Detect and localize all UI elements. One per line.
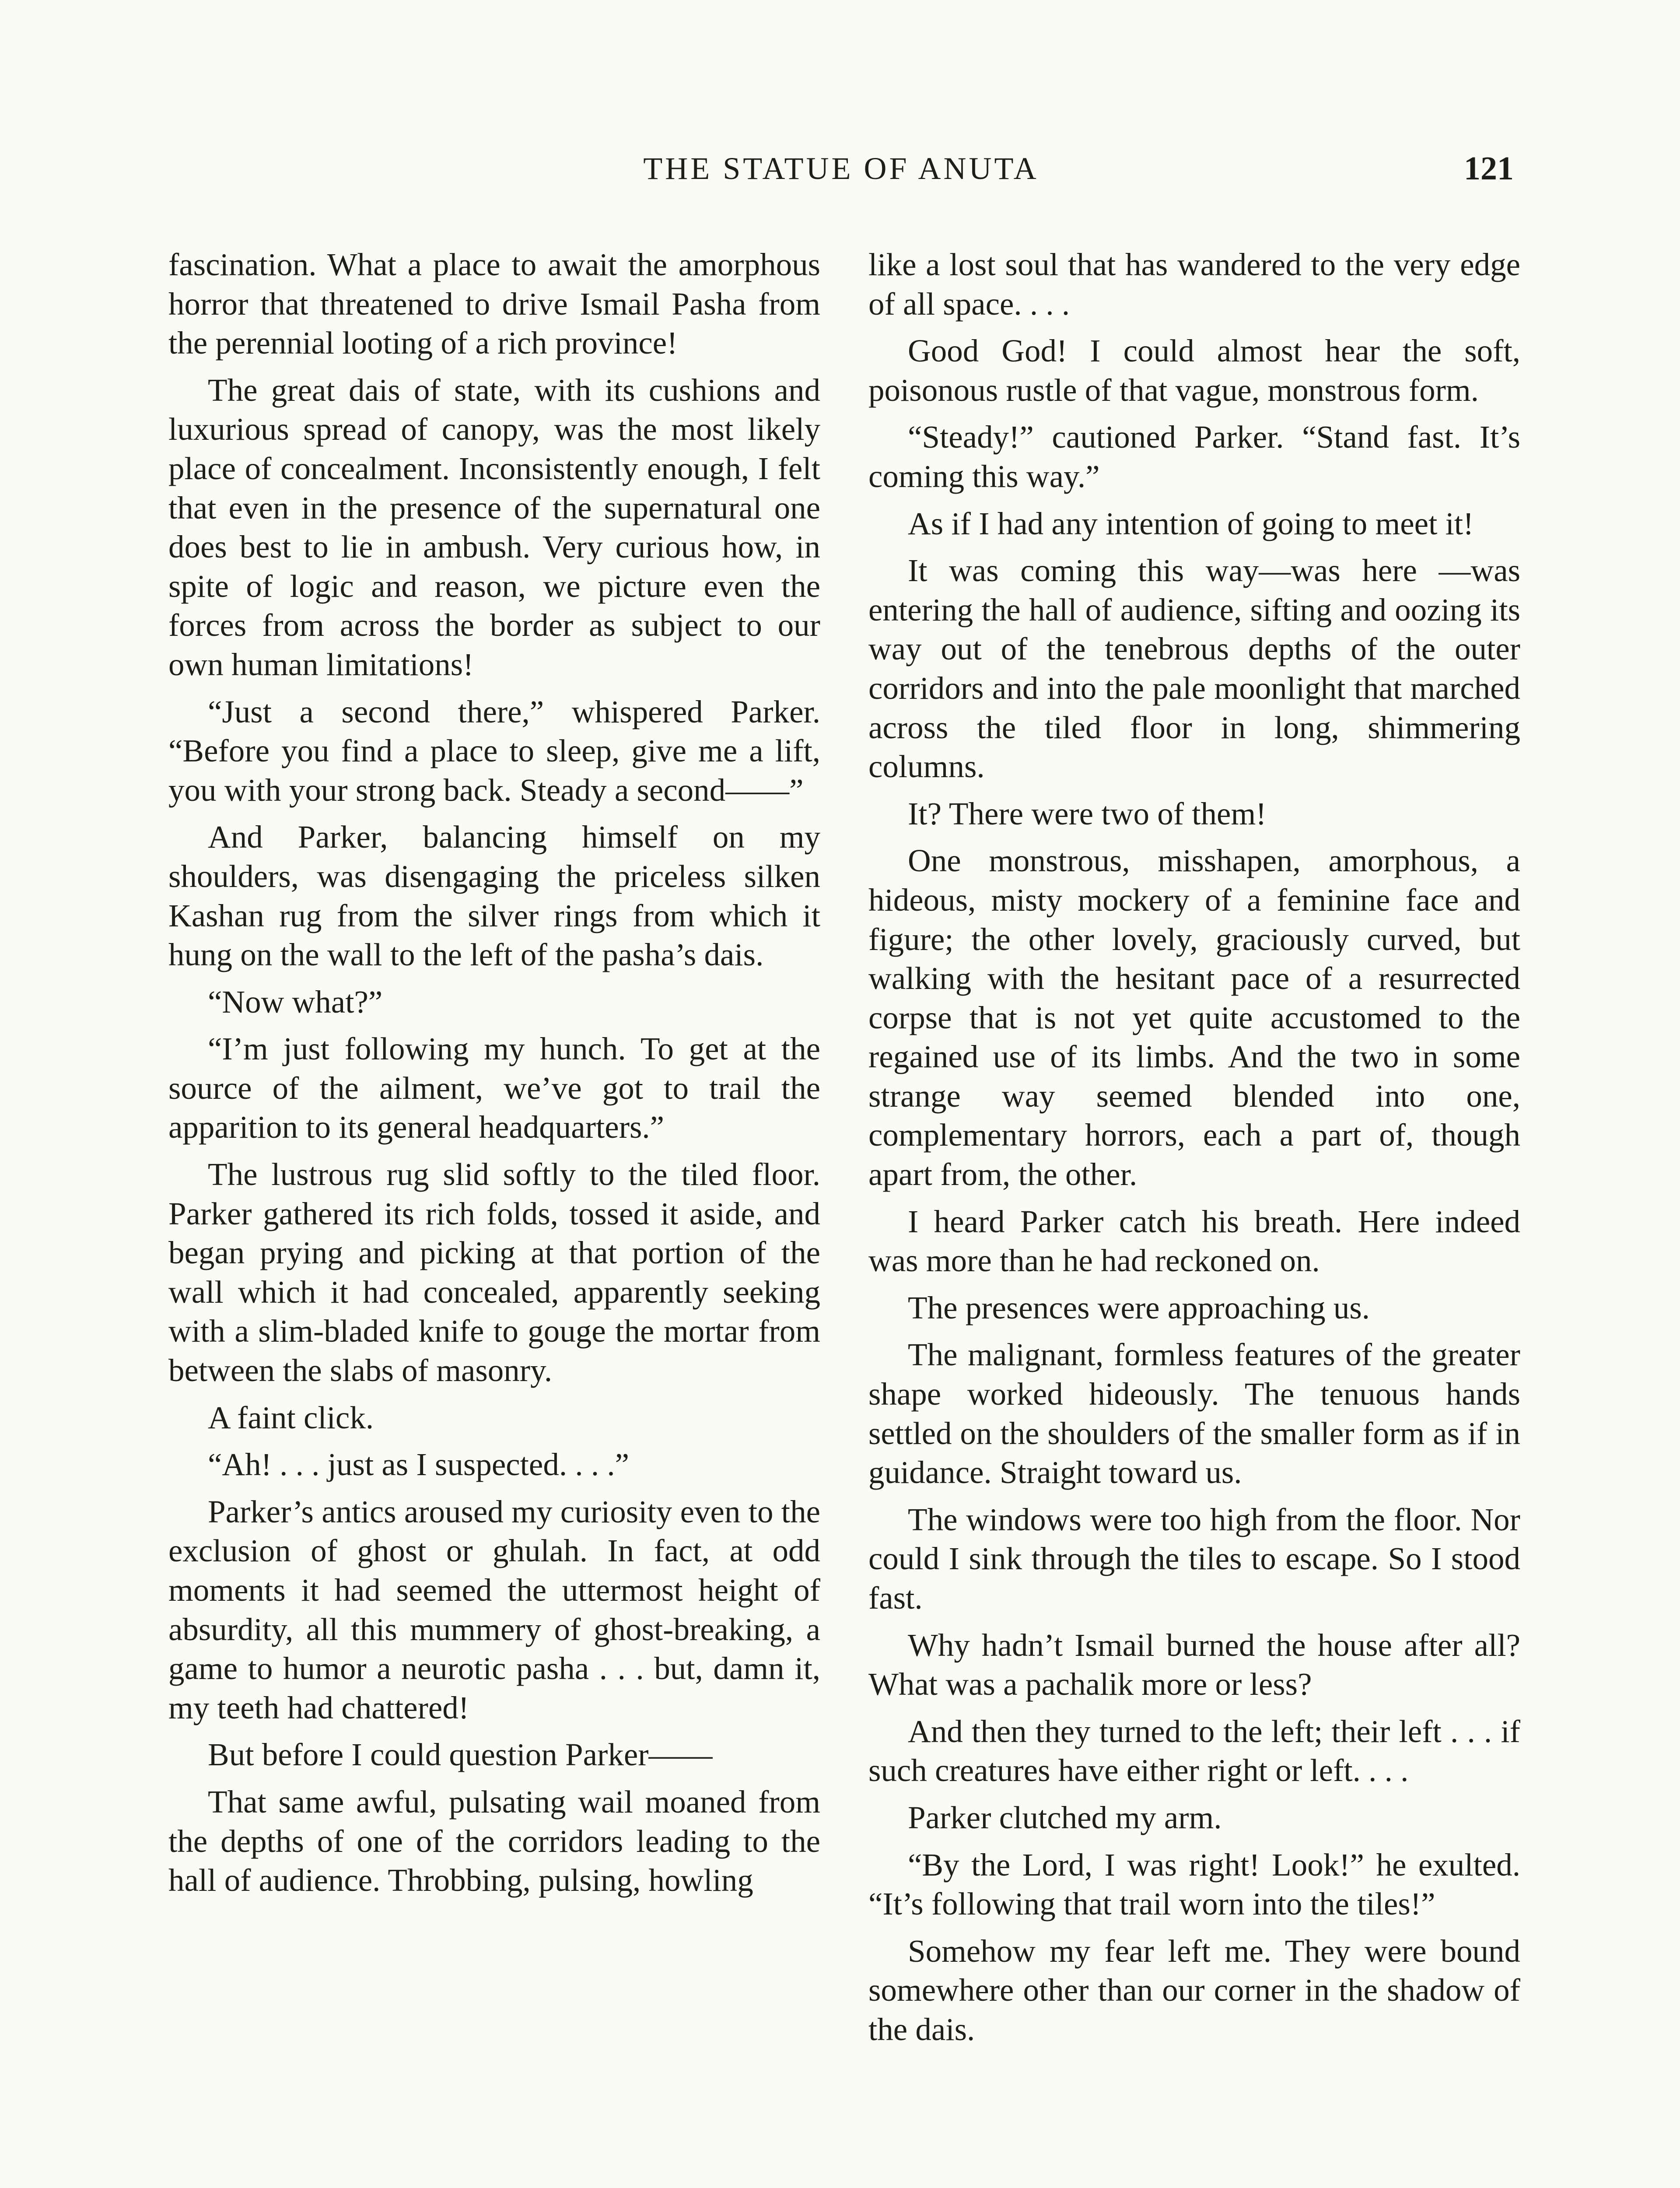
- paragraph: It was coming this way—was here —was entering the hall of audience, sifting and oozing its way out of the tenebrous depths of the outer corridors and into the pale moonlight that marched across the tiled floor in long, shimmering columns.: [868, 553, 1520, 785]
- paragraph: And Parker, balancing himself on my shoulders, was disengaging the priceless silken Kashan rug from the silver rings from which it hung on the wall to the left of the pasha’s dais.: [168, 819, 820, 973]
- paragraph: “By the Lord, I was right! Look!” he exulted. “It’s following that trail worn into the tiles!”: [868, 1847, 1520, 1922]
- page-number: 121: [1464, 150, 1514, 187]
- paragraph: Somehow my fear left me. They were bound somewhere other than our corner in the shadow of the dais.: [868, 1933, 1520, 2047]
- right-column: [868, 245, 1520, 2057]
- paragraph: It? There were two of them!: [908, 796, 1267, 831]
- paragraph: The malignant, formless features of the greater shape worked hideously. The tenuous hands settled on the shoulders of the smaller form as if in guidance. Straight toward us.: [868, 1337, 1520, 1490]
- running-title: THE STATUE OF ANUTA: [643, 151, 1039, 186]
- paragraph: The lustrous rug slid softly to the tiled floor. Parker gathered its rich folds, tossed it aside, and began prying and picking at that portion of the wall which it had concealed, apparently seeking with a slim-bladed knife to gouge the mortar from between the slabs of masonry.: [168, 1157, 820, 1389]
- paragraph: “Steady!” cautioned Parker. “Stand fast. It’s coming this way.”: [868, 419, 1520, 494]
- paragraph: But before I could question Parker——: [208, 1737, 713, 1773]
- paragraph: Parker clutched my arm.: [908, 1799, 1222, 1835]
- paragraph: Why hadn’t Ismail burned the house after all? What was a pachalik more or less?: [868, 1627, 1520, 1702]
- paragraph: And then they turned to the left; their left . . . if such creatures have either right or left. . . .: [868, 1713, 1520, 1788]
- paragraph: Parker’s antics aroused my curiosity even to the exclusion of ghost or ghulah. In fact, at odd moments it had seemed the uttermost height of absurdity, all this mummery of ghost-breaking, a game to humor a neurotic pasha . . . but, damn it, my teeth had chattered!: [168, 1494, 820, 1725]
- paragraph: As if I had any intention of going to meet it!: [908, 505, 1474, 541]
- paragraph: A faint click.: [208, 1399, 374, 1435]
- paragraph: “Ah! . . . just as I suspected. . . .”: [208, 1447, 629, 1483]
- paragraph: Good God! I could almost hear the soft, poisonous rustle of that vague, monstrous form.: [868, 333, 1520, 408]
- paragraph: That same awful, pulsating wail moaned from the depths of one of the corridors leading to the hall of audience. Throbbing, pulsing, howling: [168, 1784, 820, 1898]
- page-header: [168, 149, 1514, 197]
- paragraph: The windows were too high from the floor. Nor could I sink through the tiles to escape. So I stood fast.: [868, 1501, 1520, 1616]
- paragraph: The presences were approaching us.: [908, 1290, 1370, 1325]
- paragraph: The great dais of state, with its cushions and luxurious spread of canopy, was the most likely place of concealment. Inconsistently enough, I felt that even in the presence of the supernatural one does best to lie in ambush. Very curious how, in spite of logic and reason, we picture even the forces from across the border as subject to our own human limitations!: [168, 372, 820, 682]
- paragraph: “I’m just following my hunch. To get at the source of the ailment, we’ve got to trail the apparition to its general headquarters.”: [168, 1031, 820, 1145]
- paragraph: One monstrous, misshapen, amorphous, a hideous, misty mockery of a feminine face and figure; the other lovely, graciously curved, but walking with the hesitant pace of a resurrected corpse that is not yet quite accustomed to the regained use of its limbs. And the two in some strange way seemed blended into one, complementary horrors, each a part of, though apart from, the other.: [868, 843, 1520, 1192]
- paragraph: I heard Parker catch his breath. Here indeed was more than he had reckoned on.: [868, 1203, 1520, 1279]
- paragraph: “Now what?”: [208, 984, 383, 1020]
- paragraph: like a lost soul that has wandered to the very edge of all space. . . .: [868, 247, 1520, 322]
- paragraph: fascination. What a place to await the amorphous horror that threatened to drive Ismail Pasha from the perennial looting of a rich province!: [168, 247, 820, 361]
- paragraph: “Just a second there,” whispered Parker. “Before you find a place to sleep, give me a lift, you with your strong back. Steady a second——”: [168, 694, 820, 808]
- left-column: [168, 245, 820, 1908]
